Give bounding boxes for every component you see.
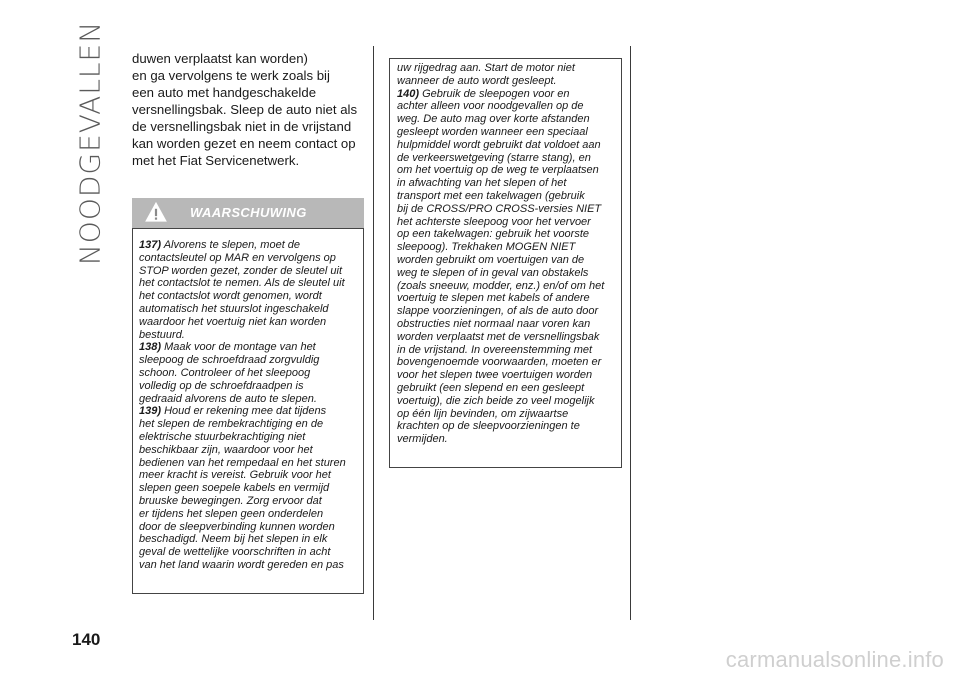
warning-line bbox=[397, 395, 623, 408]
warning-line-text: het contactslot wordt genomen, wordt bbox=[139, 290, 322, 303]
warning-line bbox=[397, 216, 623, 229]
warning-number: 137) bbox=[139, 239, 162, 251]
warning-line bbox=[397, 126, 623, 139]
warning-line bbox=[139, 418, 363, 431]
warning-line bbox=[397, 228, 623, 241]
warning-line-text: de verkeerswetgeving (starre stang), en bbox=[397, 151, 591, 164]
warning-line-text: krachten op de sleepvoorzieningen te bbox=[397, 420, 580, 433]
warning-number: 139) bbox=[139, 405, 162, 418]
warning-line bbox=[139, 252, 363, 265]
warning-line bbox=[397, 267, 623, 280]
warning-line-text: voertuig), die zich beide zo veel mogelijk bbox=[397, 394, 595, 407]
warning-line bbox=[397, 241, 623, 254]
warning-line bbox=[139, 341, 363, 354]
warning-line-text: het slepen de rembekrachtiging en de bbox=[139, 418, 324, 431]
warning-line bbox=[139, 329, 363, 342]
warning-line-text: geval de wettelijke voorschriften in acht bbox=[139, 546, 331, 559]
intro-paragraph bbox=[132, 50, 372, 169]
warning-line bbox=[397, 203, 623, 216]
warning-line-text: gesleept worden wanneer een speciaal bbox=[397, 125, 588, 138]
warning-line-text: transport met een takelwagen (gebruik bbox=[397, 189, 585, 202]
warning-line-text: achter alleen voor noodgevallen op de bbox=[397, 100, 584, 113]
warning-line-text: bedienen van het rempedaal en het sturen bbox=[139, 456, 346, 469]
warning-line-text: voor het slepen twee voertuigen worden bbox=[397, 369, 593, 382]
intro-line: en ga vervolgens te werk zoals bij bbox=[132, 68, 330, 83]
warning-line bbox=[139, 482, 363, 495]
warning-line bbox=[139, 457, 363, 470]
column-divider bbox=[630, 46, 631, 620]
warning-line bbox=[139, 444, 363, 457]
page-number: 140 bbox=[72, 630, 101, 649]
warning-line-text: gedraaid alvorens de auto te slepen. bbox=[139, 392, 317, 405]
warning-line bbox=[397, 433, 623, 446]
warning-box-left bbox=[132, 228, 364, 594]
warning-line-text: door de sleepverbinding kunnen worden bbox=[139, 520, 335, 533]
warning-line bbox=[397, 331, 623, 344]
warning-line bbox=[397, 62, 623, 75]
warning-line bbox=[139, 316, 363, 329]
warning-line bbox=[397, 382, 623, 395]
warning-line-text: beschadigd. Neem bij het slepen in elk bbox=[139, 533, 328, 546]
warning-line bbox=[397, 88, 623, 101]
warning-line bbox=[397, 318, 623, 331]
warning-line-text: in afwachting van het slepen of het bbox=[397, 177, 567, 190]
warning-line-text: bestuurd. bbox=[139, 328, 185, 341]
warning-header bbox=[132, 198, 364, 228]
warning-triangle-icon bbox=[145, 201, 167, 223]
warning-line bbox=[397, 152, 623, 165]
warning-line bbox=[139, 367, 363, 380]
warning-line-text: voertuig te slepen met kabels of andere bbox=[397, 292, 590, 305]
warning-line bbox=[139, 495, 363, 508]
warning-line bbox=[139, 533, 363, 546]
warning-line bbox=[397, 292, 623, 305]
warning-line-text: gebruikt (een slepend en een gesleept bbox=[397, 381, 585, 394]
warning-line bbox=[397, 190, 623, 203]
warning-line-text: beschikbaar zijn, waardoor voor het bbox=[139, 443, 313, 456]
footer-watermark: carmanualsonline.info bbox=[725, 647, 944, 672]
warning-line bbox=[397, 344, 623, 357]
warning-line bbox=[139, 508, 363, 521]
warning-line bbox=[397, 254, 623, 267]
warning-line bbox=[139, 265, 363, 278]
warning-line-text: wanneer de auto wordt gesleept. bbox=[397, 74, 557, 87]
warning-box-left-text bbox=[139, 239, 363, 572]
warning-line bbox=[139, 431, 363, 444]
warning-line bbox=[139, 559, 363, 572]
warning-line bbox=[397, 139, 623, 152]
warning-line bbox=[139, 303, 363, 316]
warning-line-text: slappe voorzieningen, of als de auto door bbox=[397, 305, 599, 318]
warning-line bbox=[139, 290, 363, 303]
warning-line-text: uw rijgedrag aan. Start de motor niet bbox=[397, 62, 575, 74]
warning-line-text: bij de CROSS/PRO CROSS-versies NIET bbox=[397, 202, 602, 215]
warning-line-text: slepen geen soepele kabels en vermijd bbox=[139, 482, 330, 495]
warning-line-text: het contactslot te nemen. Als de sleutel uit bbox=[139, 277, 345, 290]
warning-line-text: elektrische stuurbekrachtiging niet bbox=[139, 430, 306, 443]
warning-line bbox=[139, 239, 363, 252]
warning-box-right bbox=[389, 58, 622, 468]
warning-number: 138) bbox=[139, 341, 162, 354]
warning-line-text: schoon. Controleer of het sleepoog bbox=[139, 366, 311, 379]
warning-line-text: meer kracht is vereist. Gebruik voor het bbox=[139, 469, 331, 482]
warning-line-text: om het voertuig op de weg te verplaatsen bbox=[397, 164, 599, 177]
warning-line-text: worden gebruikt om voertuigen van de bbox=[397, 253, 585, 266]
warning-line-text: bruuske bewegingen. Zorg ervoor dat bbox=[139, 494, 322, 507]
warning-line-text: sleepoog). Trekhaken MOGEN NIET bbox=[397, 241, 576, 254]
warning-line bbox=[397, 100, 623, 113]
intro-line: een auto met handgeschakelde bbox=[132, 85, 317, 100]
warning-line bbox=[397, 408, 623, 421]
warning-line-text: weg. De auto mag over korte afstanden bbox=[397, 113, 590, 126]
warning-line bbox=[397, 113, 623, 126]
warning-line-text: vermijden. bbox=[397, 433, 448, 446]
warning-line-text: Gebruik de sleepogen voor en bbox=[422, 87, 570, 100]
warning-line-text: automatisch het stuurslot ingeschakeld bbox=[139, 302, 329, 315]
intro-line: met het Fiat Servicenetwerk. bbox=[132, 153, 300, 168]
warning-line-text: op één lijn bevinden, om zijwaartse bbox=[397, 407, 569, 420]
warning-line bbox=[397, 305, 623, 318]
intro-line: duwen verplaatst kan worden) bbox=[132, 51, 308, 66]
warning-line-text: Maak voor de montage van het bbox=[164, 341, 316, 354]
intro-line: de versnellingsbak niet in de vrijstand bbox=[132, 119, 352, 134]
warning-line-text: waardoor het voertuig niet kan worden bbox=[139, 315, 327, 328]
column-divider bbox=[373, 46, 374, 620]
warning-line-text: bovengenoemde voorwaarden, moeten er bbox=[397, 356, 602, 369]
warning-line bbox=[139, 380, 363, 393]
warning-line bbox=[397, 177, 623, 190]
warning-line bbox=[139, 405, 363, 418]
warning-line-text: volledig op de schroefdraadpen is bbox=[139, 379, 304, 392]
intro-line: kan worden gezet en neem contact op bbox=[132, 136, 356, 151]
warning-line bbox=[397, 75, 623, 88]
warning-line-text: obstructies niet normaal naar voren kan bbox=[397, 317, 591, 330]
warning-line-text: hulpmiddel wordt gebruikt dat voldoet aan bbox=[397, 138, 601, 151]
warning-line bbox=[397, 164, 623, 177]
warning-line-text: worden verplaatst met de versnellingsbak bbox=[397, 330, 600, 343]
warning-line bbox=[397, 420, 623, 433]
warning-line-text: Alvorens te slepen, moet de bbox=[163, 239, 301, 251]
warning-line bbox=[397, 369, 623, 382]
warning-line-text: (zoals sneeuw, modder, enz.) en/of om het bbox=[397, 279, 605, 292]
section-title-vertical bbox=[68, 20, 112, 266]
warning-line bbox=[397, 280, 623, 293]
warning-line-text: weg te slepen of in geval van obstakels bbox=[397, 266, 589, 279]
warning-line bbox=[139, 277, 363, 290]
warning-line-text: er tijdens het slepen geen onderdelen bbox=[139, 507, 324, 520]
warning-line-text: op een takelwagen: gebruik het voorste bbox=[397, 228, 590, 241]
warning-line bbox=[139, 521, 363, 534]
section-title-text: NOODGEVALLEN bbox=[73, 20, 107, 266]
warning-line-text: het achterste sleepoog voor het vervoer bbox=[397, 215, 591, 228]
intro-line: versnellingsbak. Sleep de auto niet als bbox=[132, 102, 358, 117]
warning-line-text: Houd er rekening mee dat tijdens bbox=[164, 405, 327, 418]
warning-box-right-text bbox=[397, 62, 623, 446]
warning-line-text: sleepoog de schroefdraad zorgvuldig bbox=[139, 354, 320, 367]
warning-line bbox=[139, 469, 363, 482]
warning-line-text: STOP worden gezet, zonder de sleutel uit bbox=[139, 264, 343, 277]
warning-line bbox=[139, 546, 363, 559]
warning-title: WAARSCHUWING bbox=[190, 205, 307, 220]
warning-line-text: in de vrijstand. In overeenstemming met bbox=[397, 343, 593, 356]
warning-line-text: van het land waarin wordt gereden en pas bbox=[139, 558, 344, 571]
warning-line bbox=[397, 356, 623, 369]
warning-number: 140) bbox=[397, 87, 420, 100]
warning-line-text: contactsleutel op MAR en vervolgens op bbox=[139, 251, 336, 264]
warning-line bbox=[139, 393, 363, 406]
warning-line bbox=[139, 354, 363, 367]
